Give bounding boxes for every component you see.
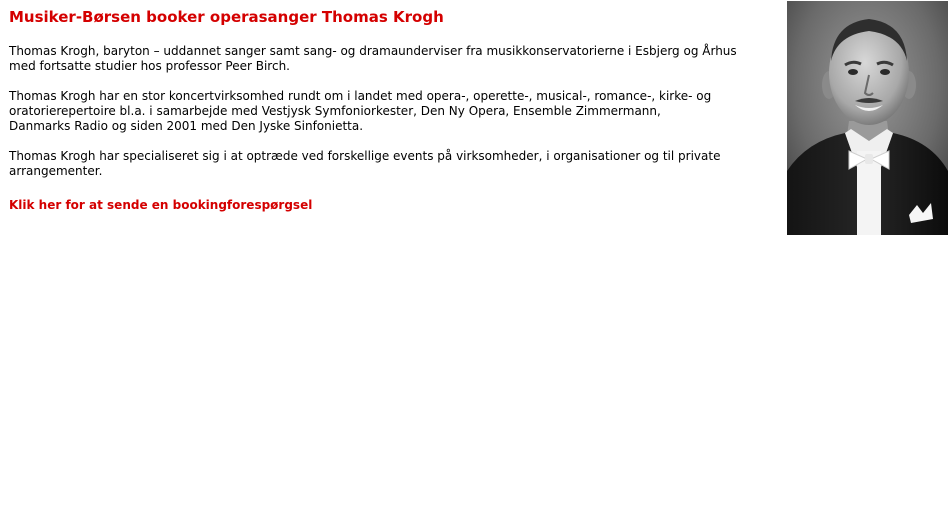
booking-request-link[interactable]: Klik her for at sende en bookingforespørgsel	[9, 198, 313, 212]
main-content	[9, 6, 781, 213]
singer-portrait-photo	[787, 1, 948, 235]
bio-paragraph-education	[9, 44, 781, 74]
paragraph-line: med fortsatte studier hos professor Peer Birch.	[9, 59, 290, 73]
bio-paragraph-events	[9, 149, 781, 179]
bio-paragraph-concerts	[9, 89, 781, 134]
portrait-icon	[787, 1, 948, 235]
paragraph-line: Thomas Krogh har specialiseret sig i at optræde ved forskellige events på virksomheder, i organisationer og til private	[9, 149, 721, 163]
paragraph-line: Thomas Krogh, baryton – uddannet sanger samt sang- og dramaunderviser fra musikkonservatorierne i Esbjerg og Århus	[9, 44, 737, 58]
page-title: Musiker-Børsen booker operasanger Thomas Krogh	[9, 8, 444, 26]
paragraph-line: Thomas Krogh har en stor koncertvirksomhed rundt om i landet med opera-, operette-, musical-, romance-, kirke- og	[9, 89, 712, 103]
paragraph-line: oratorierepertoire bl.a. i samarbejde med Vestjysk Symfoniorkester, Den Ny Opera, Ensemble Zimmermann,	[9, 104, 661, 118]
paragraph-line: arrangementer.	[9, 164, 103, 178]
paragraph-line: Danmarks Radio og siden 2001 med Den Jyske Sinfonietta.	[9, 119, 364, 133]
